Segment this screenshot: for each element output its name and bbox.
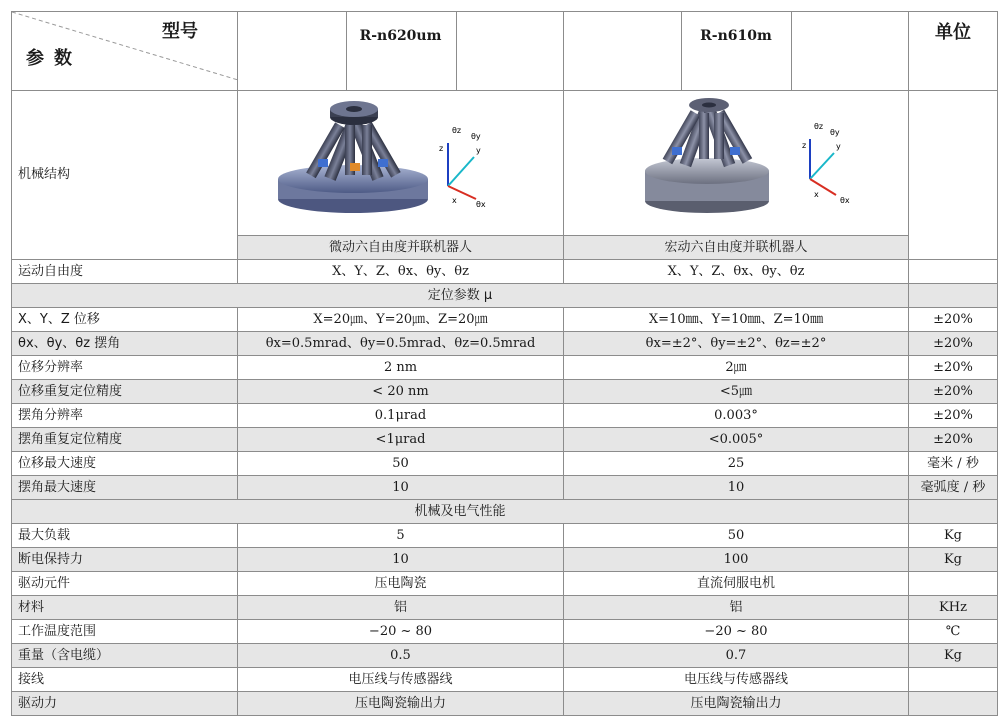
dof-label: 运动自由度	[12, 260, 238, 284]
param-model-corner-cell	[12, 12, 238, 91]
param-label: 断电保持力	[12, 548, 238, 572]
model-name-1: R-n620um	[359, 28, 442, 44]
table-row	[12, 668, 998, 692]
table-row	[12, 452, 998, 476]
unit-header: 单位	[909, 12, 998, 91]
model-header-label: 型号	[162, 21, 198, 42]
value-model-2: X=10㎜、Y=10㎜、Z=10㎜	[564, 308, 909, 332]
axis-label-y: y	[476, 146, 481, 155]
table-row	[12, 524, 998, 548]
structure-label: 机械结构	[12, 91, 238, 260]
header-sub-divider	[681, 12, 682, 90]
param-label: 摆角重复定位精度	[12, 428, 238, 452]
mech-section-row	[12, 500, 998, 524]
value-model-2: 2㎛	[564, 356, 909, 380]
param-header-label: 参数	[26, 48, 82, 69]
param-label: 位移最大速度	[12, 452, 238, 476]
section-unit-blank	[909, 284, 998, 308]
value-model-2: 25	[564, 452, 909, 476]
structure-image-row	[12, 91, 998, 236]
unit-value: 毫米 / 秒	[909, 452, 998, 476]
axis-label-theta-x: θx	[476, 200, 486, 209]
model-name-2: R-n610m	[700, 28, 772, 44]
value-model-1: 0.5	[238, 644, 564, 668]
param-label: 摆角最大速度	[12, 476, 238, 500]
axis-label-z: z	[802, 141, 807, 150]
dof-value-2: X、Y、Z、θx、θy、θz	[564, 260, 909, 284]
unit-value	[909, 692, 998, 716]
unit-value: 毫弧度 / 秒	[909, 476, 998, 500]
param-label: 驱动力	[12, 692, 238, 716]
value-model-1: 电压线与传感器线	[238, 668, 564, 692]
positioning-section-title: 定位参数 μ	[12, 284, 909, 308]
unit-value: KHz	[909, 596, 998, 620]
header-sub-divider	[346, 12, 347, 90]
model-header-1	[238, 12, 564, 91]
unit-value: ±20%	[909, 428, 998, 452]
value-model-1: <1μrad	[238, 428, 564, 452]
table-row	[12, 548, 998, 572]
unit-value	[909, 572, 998, 596]
macro-robot-image-cell	[564, 91, 909, 236]
param-label: θx、θy、θz 摆角	[12, 332, 238, 356]
value-model-2: 铝	[564, 596, 909, 620]
param-label: 最大负载	[12, 524, 238, 548]
header-sub-divider	[791, 12, 792, 90]
unit-value: Kg	[909, 524, 998, 548]
value-model-2: 直流伺服电机	[564, 572, 909, 596]
param-label: 重量（含电缆）	[12, 644, 238, 668]
axis-label-x: x	[452, 196, 457, 205]
value-model-1: 压电陶瓷输出力	[238, 692, 564, 716]
header-sub-divider	[456, 12, 457, 90]
unit-value: ℃	[909, 620, 998, 644]
mech-section-title: 机械及电气性能	[12, 500, 909, 524]
table-row	[12, 380, 998, 404]
param-label: 位移重复定位精度	[12, 380, 238, 404]
value-model-2: <5㎛	[564, 380, 909, 404]
value-model-2: −20 ~ 80	[564, 620, 909, 644]
table-row	[12, 596, 998, 620]
table-row	[12, 308, 998, 332]
table-row	[12, 428, 998, 452]
table-row	[12, 620, 998, 644]
axis-label-y: y	[836, 142, 841, 151]
macro-hexapod-image	[564, 91, 909, 235]
dof-unit	[909, 260, 998, 284]
value-model-1: 压电陶瓷	[238, 572, 564, 596]
value-model-1: −20 ~ 80	[238, 620, 564, 644]
value-model-1: 10	[238, 548, 564, 572]
value-model-2: 50	[564, 524, 909, 548]
value-model-1: 2 nm	[238, 356, 564, 380]
value-model-1: θx=0.5mrad、θy=0.5mrad、θz=0.5mrad	[238, 332, 564, 356]
axis-label-x: x	[814, 190, 819, 199]
spec-table	[11, 11, 998, 716]
value-model-2: 压电陶瓷输出力	[564, 692, 909, 716]
axis-label-theta-z: θz	[452, 126, 462, 135]
table-row	[12, 404, 998, 428]
param-label: 接线	[12, 668, 238, 692]
value-model-2: 电压线与传感器线	[564, 668, 909, 692]
header-row	[12, 12, 998, 91]
axis-label-theta-z: θz	[814, 122, 824, 131]
value-model-1: 10	[238, 476, 564, 500]
param-label: 摆角分辨率	[12, 404, 238, 428]
value-model-1: 50	[238, 452, 564, 476]
axis-label-z: z	[439, 144, 444, 153]
value-model-2: 10	[564, 476, 909, 500]
unit-value: ±20%	[909, 380, 998, 404]
param-label: 材料	[12, 596, 238, 620]
axis-label-theta-y: θy	[830, 128, 840, 137]
section-unit-blank	[909, 500, 998, 524]
unit-value: ±20%	[909, 356, 998, 380]
positioning-section-row	[12, 284, 998, 308]
unit-value: Kg	[909, 548, 998, 572]
value-model-2: θx=±2°、θy=±2°、θz=±2°	[564, 332, 909, 356]
value-model-1: X=20㎛、Y=20㎛、Z=20㎛	[238, 308, 564, 332]
table-row	[12, 476, 998, 500]
dof-row	[12, 260, 998, 284]
unit-value: ±20%	[909, 404, 998, 428]
param-label: X、Y、Z 位移	[12, 308, 238, 332]
axis-label-theta-y: θy	[471, 132, 481, 141]
table-row	[12, 644, 998, 668]
param-label: 工作温度范围	[12, 620, 238, 644]
table-row	[12, 692, 998, 716]
param-label: 位移分辨率	[12, 356, 238, 380]
table-row	[12, 332, 998, 356]
table-row	[12, 356, 998, 380]
value-model-2: 100	[564, 548, 909, 572]
model-header-2	[564, 12, 909, 91]
table-row	[12, 572, 998, 596]
micro-robot-image-cell	[238, 91, 564, 236]
micro-hexapod-image	[238, 91, 564, 235]
structure-unit-cell	[909, 91, 998, 260]
param-label: 驱动元件	[12, 572, 238, 596]
dof-value-1: X、Y、Z、θx、θy、θz	[238, 260, 564, 284]
value-model-1: < 20 nm	[238, 380, 564, 404]
unit-value: ±20%	[909, 308, 998, 332]
macro-robot-caption: 宏动六自由度并联机器人	[564, 236, 909, 260]
unit-value: Kg	[909, 644, 998, 668]
micro-robot-caption: 微动六自由度并联机器人	[238, 236, 564, 260]
value-model-1: 0.1μrad	[238, 404, 564, 428]
value-model-1: 铝	[238, 596, 564, 620]
unit-value	[909, 668, 998, 692]
axis-label-theta-x: θx	[840, 196, 850, 205]
value-model-1: 5	[238, 524, 564, 548]
value-model-2: 0.003°	[564, 404, 909, 428]
value-model-2: 0.7	[564, 644, 909, 668]
value-model-2: <0.005°	[564, 428, 909, 452]
unit-value: ±20%	[909, 332, 998, 356]
